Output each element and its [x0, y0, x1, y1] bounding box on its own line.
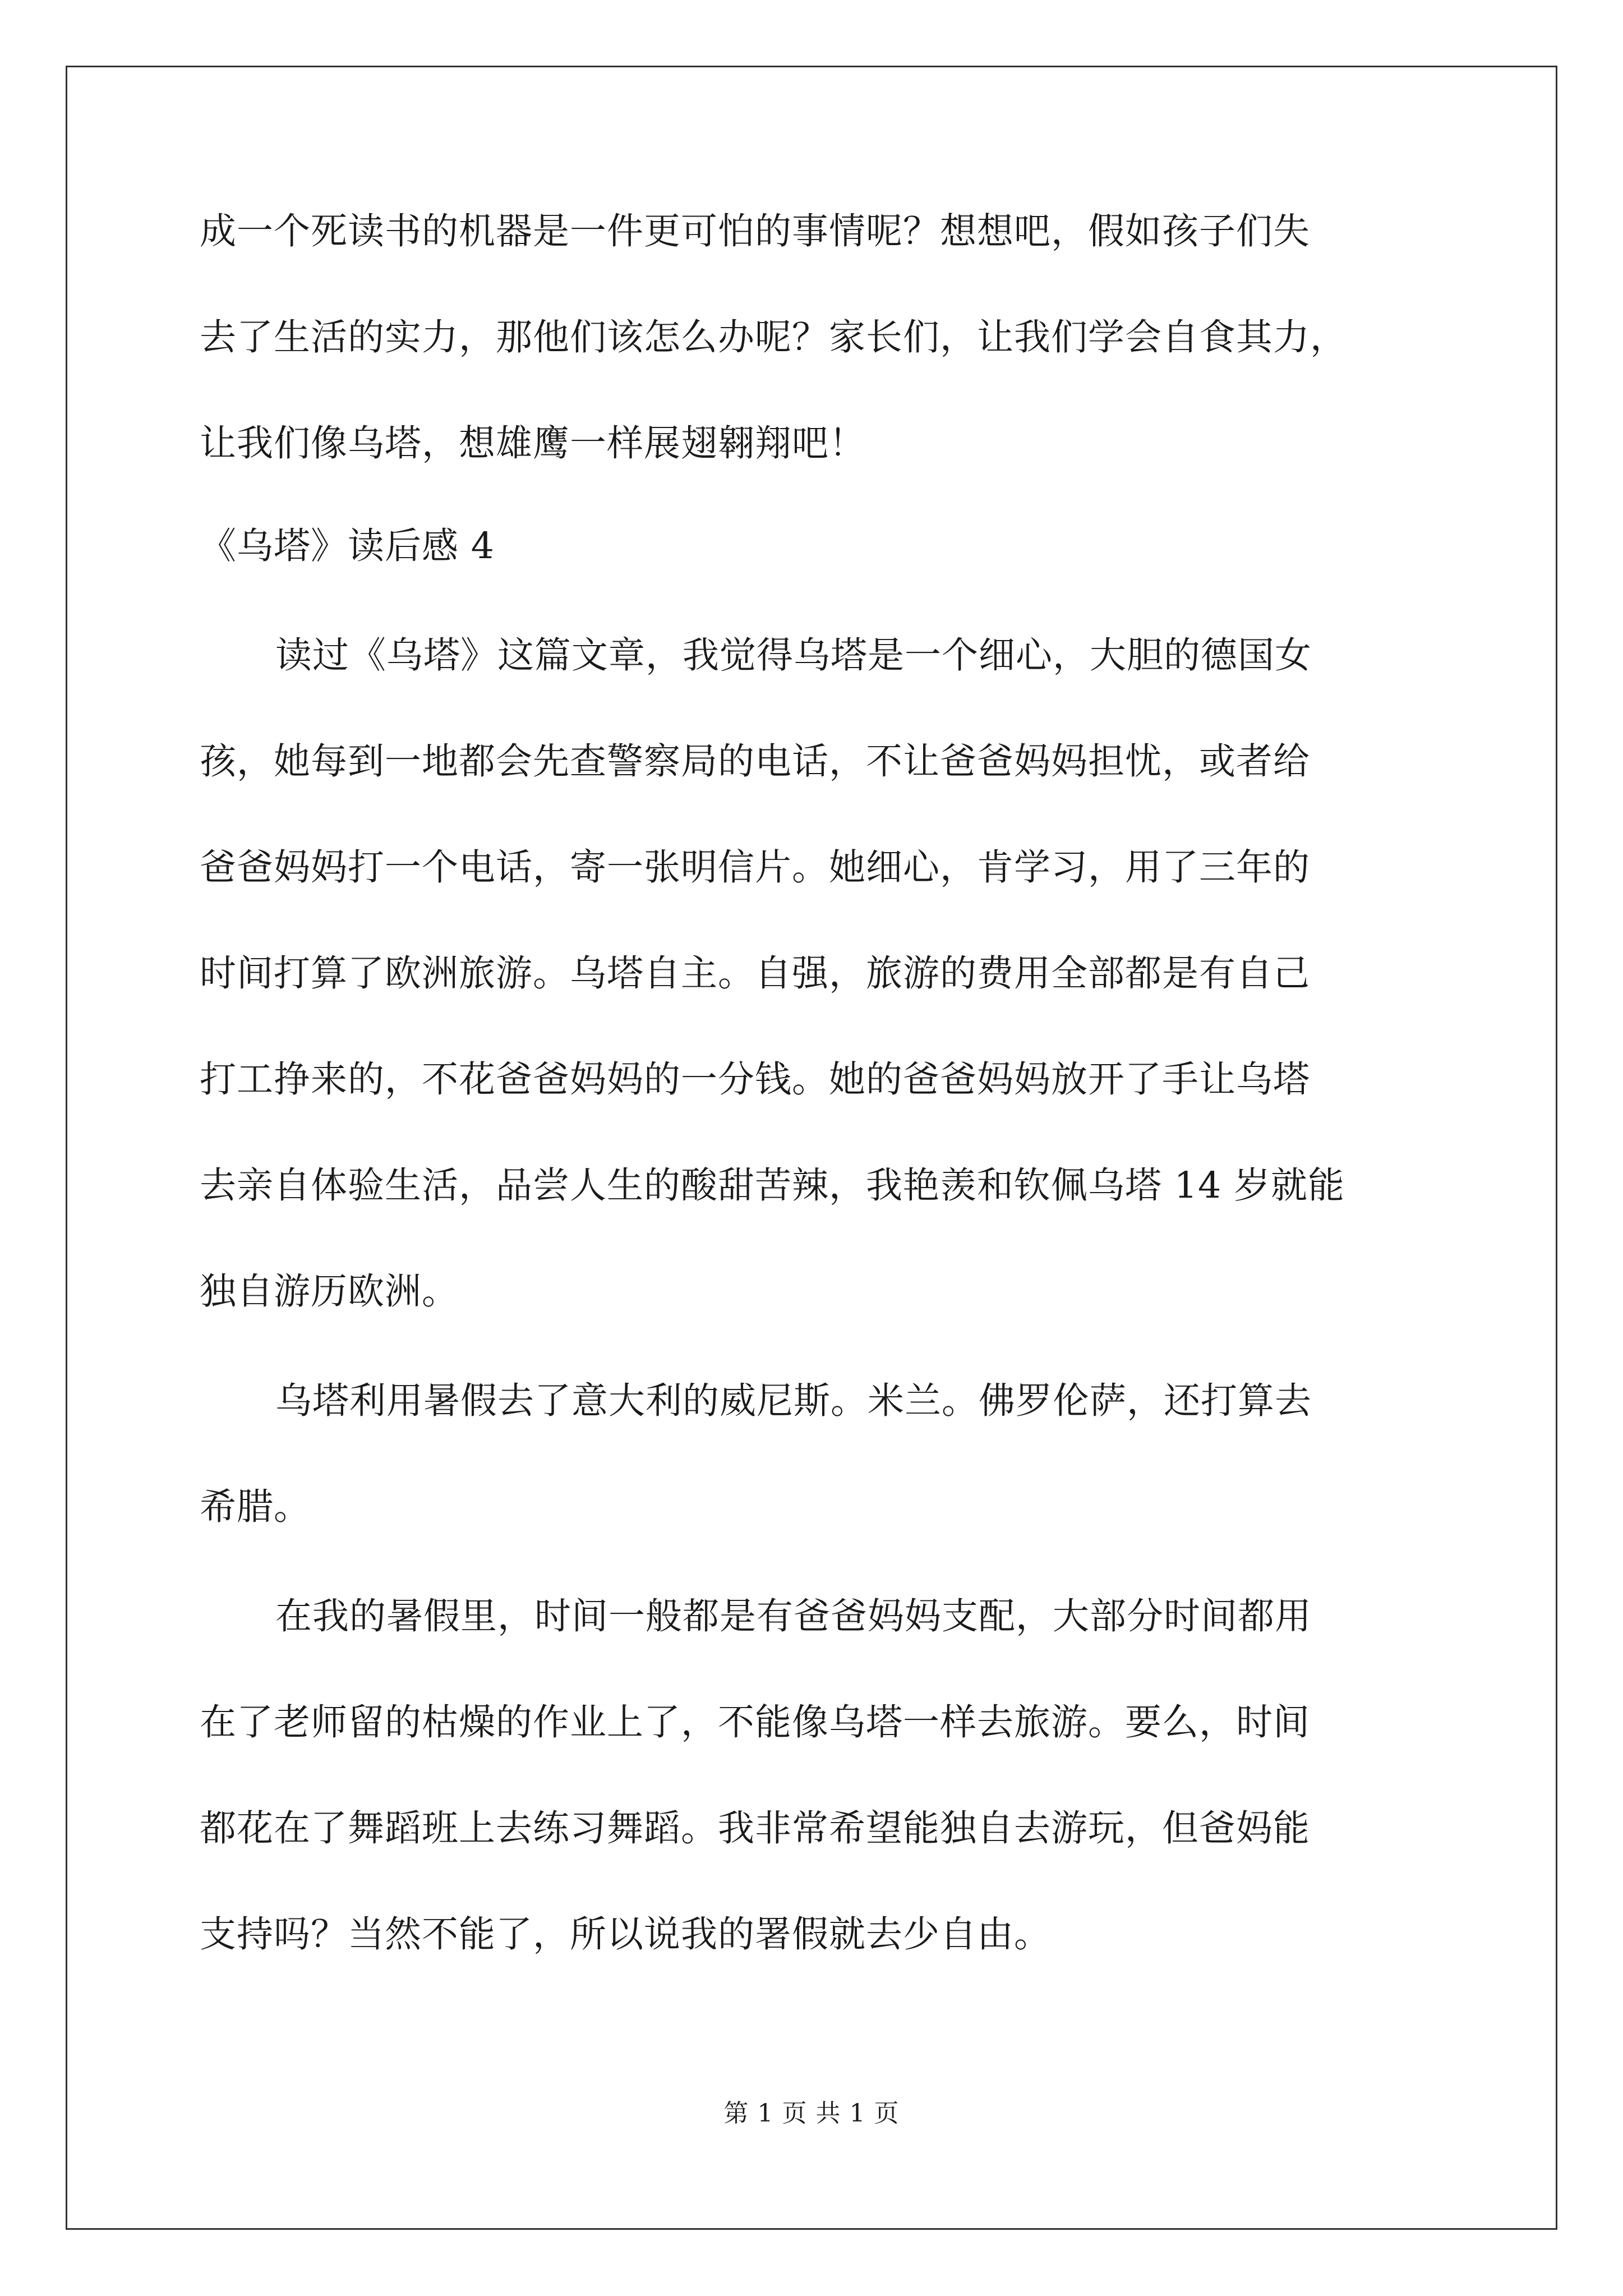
paragraph-line: 希腊。 [200, 1486, 311, 1528]
paragraph-line: 在了老师留的枯燥的作业上了，不能像乌塔一样去旅游。要么，时间 [200, 1701, 1311, 1743]
paragraph-line: 去亲自体验生活，品尝人生的酸甜苦辣，我艳羡和钦佩乌塔 14 岁就能 [200, 1165, 1345, 1207]
paragraph-line: 孩，她每到一地都会先查警察局的电话，不让爸爸妈妈担忧，或者给 [200, 740, 1311, 783]
paragraph-line: 读过《乌塔》这篇文章，我觉得乌塔是一个细心，大胆的德国女 [275, 634, 1312, 677]
text-line: 去了生活的实力，那他们该怎么办呢？家长们，让我们学会自食其力， [200, 316, 1348, 358]
paragraph-line: 支持吗？当然不能了，所以说我的署假就去少自由。 [200, 1913, 1052, 1955]
paragraph-line: 乌塔利用暑假去了意大利的威尼斯。米兰。佛罗伦萨，还打算去 [275, 1380, 1312, 1422]
text-line: 成一个死读书的机器是一件更可怕的事情呢？想想吧，假如孩子们失 [200, 210, 1311, 252]
section-title: 《乌塔》读后感 4 [200, 525, 495, 567]
page-number-footer: 第 1 页 共 1 页 [723, 2099, 900, 2128]
paragraph-line: 爸爸妈妈打一个电话，寄一张明信片。她细心，肯学习，用了三年的 [200, 846, 1311, 889]
paragraph-line: 打工挣来的，不花爸爸妈妈的一分钱。她的爸爸妈妈放开了手让乌塔 [200, 1059, 1311, 1101]
paragraph-line: 独自游历欧洲。 [200, 1271, 459, 1313]
text-line: 让我们像乌塔，想雄鹰一样展翅翱翔吧！ [200, 422, 866, 464]
paragraph-line: 在我的暑假里，时间一般都是有爸爸妈妈支配，大部分时间都用 [275, 1595, 1312, 1637]
paragraph-line: 都花在了舞蹈班上去练习舞蹈。我非常希望能独自去游玩，但爸妈能 [200, 1807, 1311, 1849]
document-body [200, 210, 1456, 1955]
paragraph-line: 时间打算了欧洲旅游。乌塔自主。自强，旅游的费用全部都是有自己 [200, 953, 1311, 995]
